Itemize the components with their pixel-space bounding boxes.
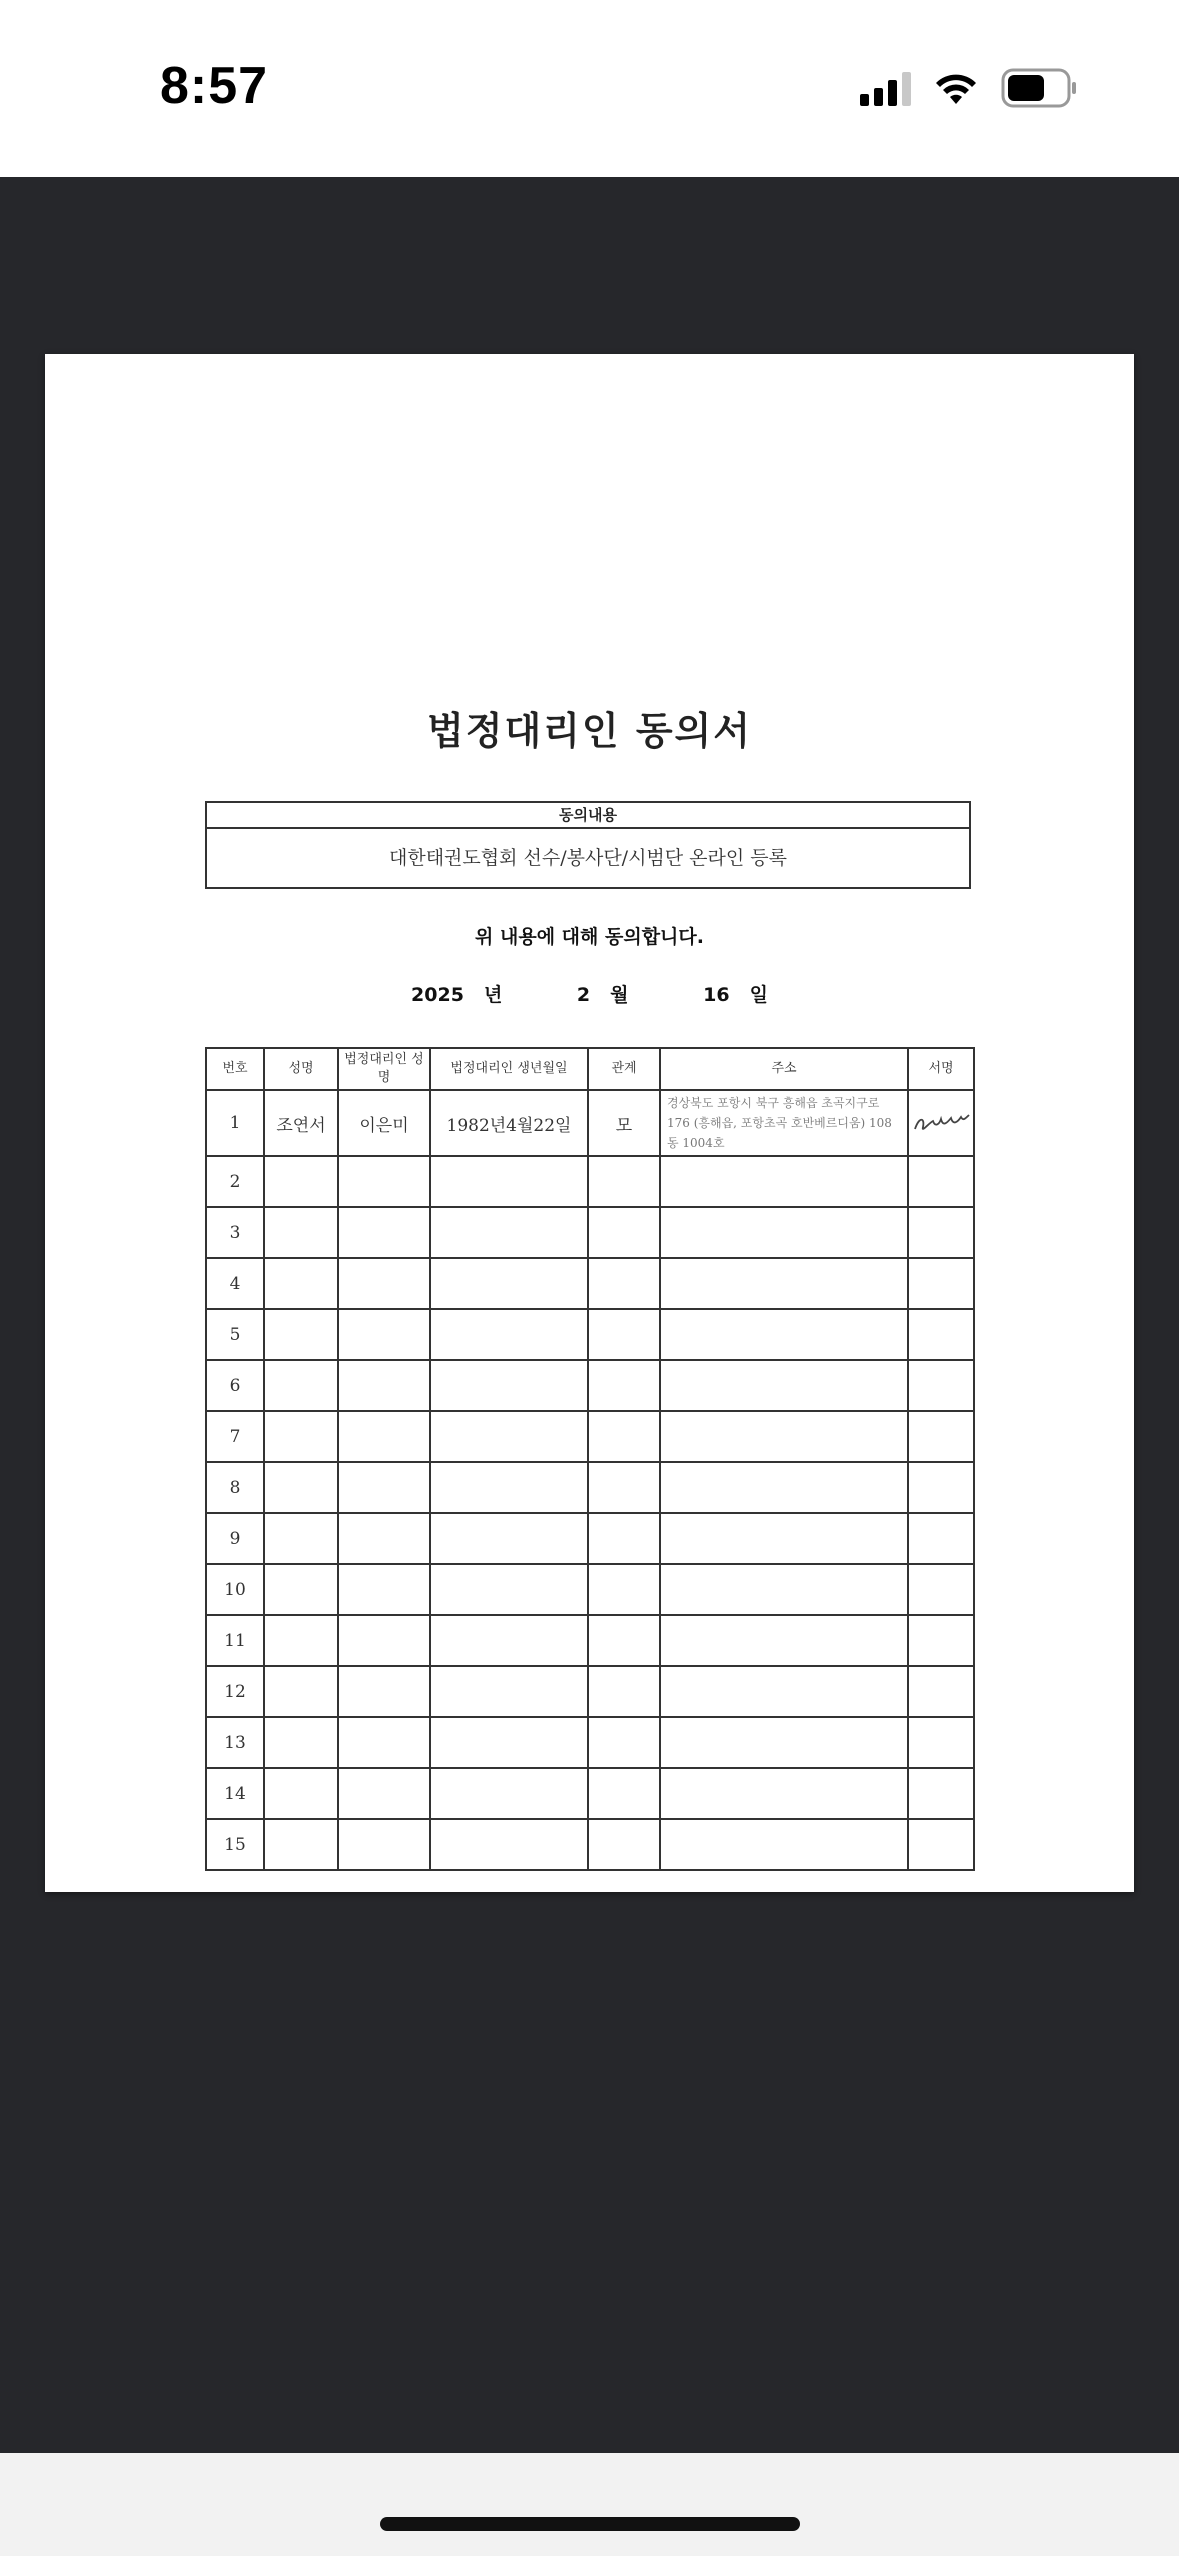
- date-month: 2: [576, 984, 591, 1006]
- table-cell: [264, 1513, 338, 1564]
- home-indicator[interactable]: [380, 2517, 800, 2531]
- table-cell: [338, 1156, 430, 1207]
- row-address: 경상북도 포항시 북구 흥해읍 초곡지구로 176 (흥해읍, 포항초곡 호반베르디움) 108동 1004호: [660, 1090, 908, 1156]
- consent-box: [205, 801, 971, 889]
- row-number: 9: [206, 1513, 264, 1564]
- table-cell: [338, 1768, 430, 1819]
- table-cell: [430, 1513, 588, 1564]
- header-address: 주소: [660, 1048, 908, 1090]
- date-month-unit: 월: [610, 984, 629, 1006]
- table-cell: [660, 1819, 908, 1870]
- table-cell: [264, 1360, 338, 1411]
- table-cell: [338, 1615, 430, 1666]
- status-bar: [0, 0, 1179, 177]
- header-relation: 관계: [588, 1048, 660, 1090]
- row-relation: 모: [588, 1090, 660, 1156]
- table-row: [206, 1564, 974, 1615]
- table-cell: [588, 1411, 660, 1462]
- table-cell: [908, 1309, 974, 1360]
- table-cell: [588, 1819, 660, 1870]
- table-cell: [264, 1666, 338, 1717]
- handwritten-signature-icon: [911, 1109, 971, 1137]
- header-guardian-birth: 법정대리인 생년월일: [430, 1048, 588, 1090]
- row-number: 7: [206, 1411, 264, 1462]
- table-cell: [908, 1462, 974, 1513]
- row-number: 2: [206, 1156, 264, 1207]
- table-cell: [660, 1462, 908, 1513]
- consent-header: 동의내용: [207, 803, 969, 829]
- row-number: 3: [206, 1207, 264, 1258]
- table-row: [206, 1258, 974, 1309]
- table-cell: [338, 1258, 430, 1309]
- table-cell: [660, 1411, 908, 1462]
- table-cell: [588, 1666, 660, 1717]
- table-cell: [338, 1411, 430, 1462]
- table-row: [206, 1768, 974, 1819]
- table-cell: [430, 1360, 588, 1411]
- table-header-row: [206, 1048, 974, 1090]
- table-row: [206, 1207, 974, 1258]
- date-day-unit: 일: [749, 984, 768, 1006]
- row-number: 12: [206, 1666, 264, 1717]
- table-cell: [660, 1513, 908, 1564]
- header-signature: 서명: [908, 1048, 974, 1090]
- table-cell: [264, 1207, 338, 1258]
- table-row: [206, 1090, 974, 1156]
- table-cell: [338, 1462, 430, 1513]
- table-cell: [660, 1258, 908, 1309]
- row-number: 15: [206, 1819, 264, 1870]
- cellular-signal-icon: [860, 70, 911, 106]
- table-cell: [264, 1258, 338, 1309]
- table-cell: [588, 1768, 660, 1819]
- table-cell: [430, 1156, 588, 1207]
- table-cell: [908, 1207, 974, 1258]
- table-cell: [660, 1309, 908, 1360]
- table-row: [206, 1360, 974, 1411]
- table-cell: [908, 1360, 974, 1411]
- row-guardian-name: 이은미: [338, 1090, 430, 1156]
- table-cell: [430, 1717, 588, 1768]
- table-cell: [430, 1768, 588, 1819]
- table-cell: [430, 1309, 588, 1360]
- table-cell: [338, 1309, 430, 1360]
- battery-icon: [1001, 68, 1079, 108]
- table-cell: [430, 1819, 588, 1870]
- table-cell: [588, 1462, 660, 1513]
- table-cell: [430, 1615, 588, 1666]
- row-number: 5: [206, 1309, 264, 1360]
- header-name: 성명: [264, 1048, 338, 1090]
- table-cell: [588, 1513, 660, 1564]
- table-cell: [908, 1615, 974, 1666]
- table-cell: [660, 1360, 908, 1411]
- table-cell: [908, 1819, 974, 1870]
- row-name: 조연서: [264, 1090, 338, 1156]
- table-row: [206, 1615, 974, 1666]
- table-cell: [908, 1258, 974, 1309]
- document-title: 법정대리인 동의서: [427, 708, 752, 753]
- table-cell: [660, 1207, 908, 1258]
- table-row: [206, 1666, 974, 1717]
- row-number: 11: [206, 1615, 264, 1666]
- table-cell: [588, 1207, 660, 1258]
- table-cell: [660, 1717, 908, 1768]
- header-number: 번호: [206, 1048, 264, 1090]
- row-number: 13: [206, 1717, 264, 1768]
- table-row: [206, 1717, 974, 1768]
- table-cell: [430, 1666, 588, 1717]
- table-row: [206, 1819, 974, 1870]
- table-row: [206, 1309, 974, 1360]
- table-cell: [588, 1156, 660, 1207]
- table-cell: [908, 1411, 974, 1462]
- table-cell: [338, 1360, 430, 1411]
- table-cell: [264, 1768, 338, 1819]
- table-cell: [588, 1258, 660, 1309]
- table-cell: [264, 1411, 338, 1462]
- table-cell: [264, 1615, 338, 1666]
- row-number: 8: [206, 1462, 264, 1513]
- table-cell: [264, 1309, 338, 1360]
- table-cell: [264, 1462, 338, 1513]
- table-cell: [908, 1717, 974, 1768]
- table-cell: [264, 1564, 338, 1615]
- row-number: 14: [206, 1768, 264, 1819]
- table-cell: [430, 1207, 588, 1258]
- table-cell: [430, 1462, 588, 1513]
- table-cell: [588, 1717, 660, 1768]
- row-number: 10: [206, 1564, 264, 1615]
- date-year: 2025: [411, 984, 464, 1006]
- table-row: [206, 1411, 974, 1462]
- table-cell: [588, 1615, 660, 1666]
- table-cell: [908, 1513, 974, 1564]
- table-cell: [660, 1615, 908, 1666]
- table-cell: [588, 1309, 660, 1360]
- table-cell: [430, 1564, 588, 1615]
- wifi-icon: [933, 70, 979, 106]
- row-number: 4: [206, 1258, 264, 1309]
- consent-body: 대한태권도협회 선수/봉사단/시범단 온라인 등록: [388, 847, 787, 869]
- table-row: [206, 1156, 974, 1207]
- table-cell: [338, 1513, 430, 1564]
- status-time: 8:57: [160, 57, 269, 115]
- header-guardian-name: 법정대리인 성명: [338, 1048, 430, 1090]
- table-cell: [430, 1258, 588, 1309]
- table-cell: [908, 1666, 974, 1717]
- home-bar-area: [0, 2453, 1179, 2556]
- row-signature: [908, 1090, 974, 1156]
- table-cell: [588, 1564, 660, 1615]
- agree-statement: 위 내용에 대해 동의합니다.: [475, 926, 704, 948]
- table-cell: [588, 1360, 660, 1411]
- table-row: [206, 1513, 974, 1564]
- date-year-unit: 년: [483, 984, 503, 1006]
- status-icons: [860, 64, 1079, 112]
- date-day: 16: [703, 984, 730, 1006]
- guardian-table: [205, 1047, 975, 1871]
- table-cell: [338, 1717, 430, 1768]
- table-cell: [660, 1666, 908, 1717]
- table-cell: [908, 1156, 974, 1207]
- row-guardian-birth: 1982년4월22일: [430, 1090, 588, 1156]
- table-cell: [264, 1717, 338, 1768]
- row-number: 6: [206, 1360, 264, 1411]
- table-cell: [908, 1564, 974, 1615]
- table-cell: [660, 1564, 908, 1615]
- table-cell: [908, 1768, 974, 1819]
- table-cell: [338, 1564, 430, 1615]
- consent-date: [0, 980, 1179, 1007]
- table-cell: [338, 1207, 430, 1258]
- table-cell: [338, 1819, 430, 1870]
- row-number: 1: [206, 1090, 264, 1156]
- table-cell: [338, 1666, 430, 1717]
- table-cell: [264, 1156, 338, 1207]
- table-cell: [430, 1411, 588, 1462]
- table-cell: [660, 1156, 908, 1207]
- table-cell: [264, 1819, 338, 1870]
- table-cell: [660, 1768, 908, 1819]
- table-row: [206, 1462, 974, 1513]
